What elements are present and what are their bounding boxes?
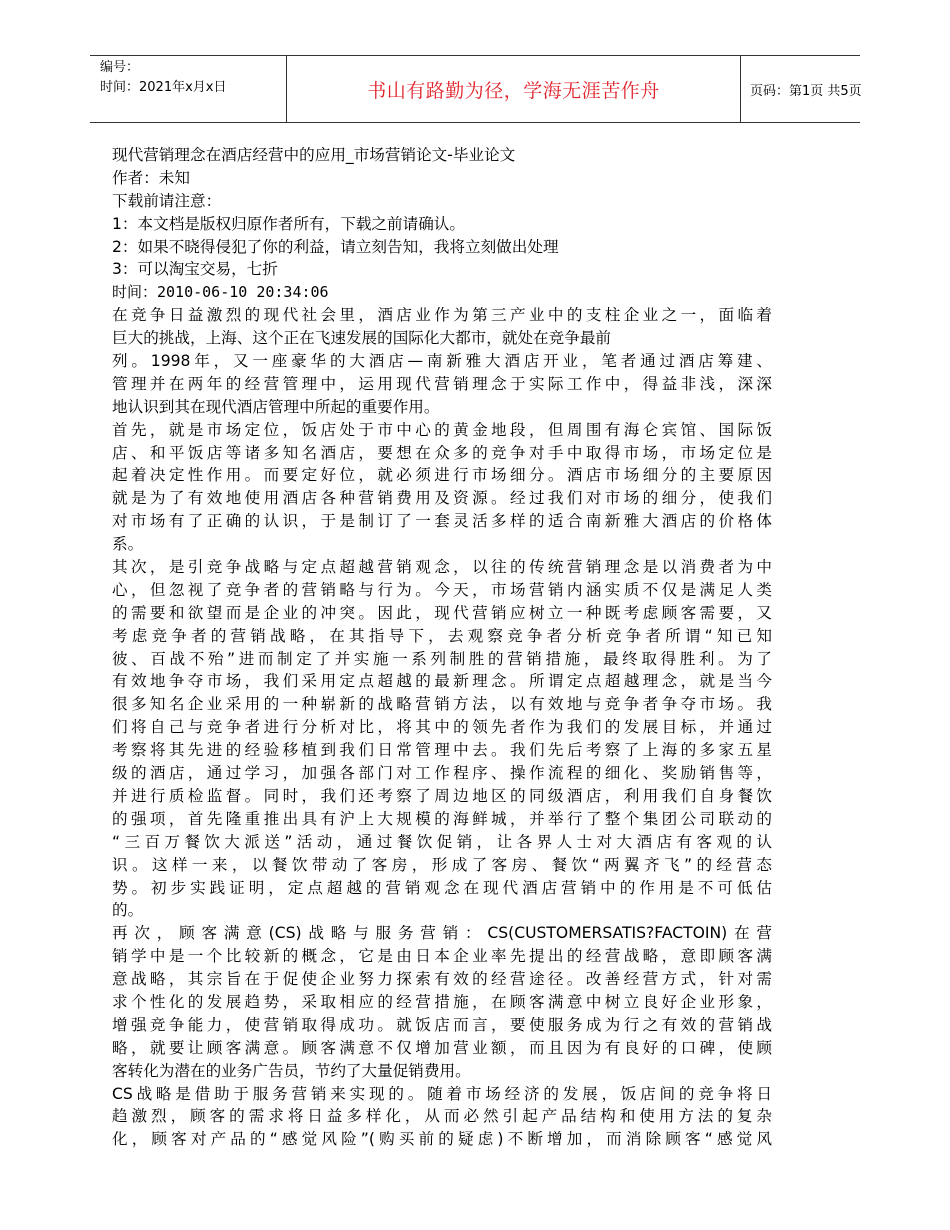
body-text-line: 现代营销理念在酒店经营中的应用_市场营销论文-毕业论文 — [112, 146, 516, 164]
body-text-line: CS战略是借助于服务营销来实现的。随着市场经济的发展，饭店间的竞争将日 — [112, 1084, 772, 1103]
body-text-line: 们将自己与竞争者进行分析对比，将其中的领先者作为我们的发展目标，并通过 — [112, 718, 772, 737]
body-text-line: 巨大的挑战，上海、这个正在飞速发展的国际化大都市，就处在竞争最前 — [112, 329, 612, 348]
body-text-line: 在竞争日益激烈的现代社会里，酒店业作为第三产业中的支柱企业之一，面临着 — [112, 306, 772, 325]
body-text-line: 意战略，其宗旨在于促使企业努力探索有效的经营途径。改善经营方式，针对需 — [112, 970, 772, 989]
document-time-label: 时间：2021年x月x日 — [100, 80, 227, 95]
body-text-line: 势。初步实践证明，定点超越的营销观念在现代酒店营销中的作用是不可低估 — [112, 878, 772, 897]
header-page-cell — [740, 56, 860, 122]
body-text-line: 1：本文档是版权归原作者所有，下载之前请确认。 — [112, 214, 465, 233]
body-text-line: 求个性化的发展趋势，采取相应的经营措施，在顾客满意中树立良好企业形象， — [112, 992, 772, 1011]
body-text-line: 略，就要让顾客满意。顾客满意不仅增加营业额，而且因为有良好的口碑，使顾 — [112, 1038, 772, 1057]
body-text-line: 销学中是一个比较新的概念，它是由日本企业率先提出的经营战略，意即顾客满 — [112, 947, 772, 966]
header-motto: 书山有路勤为径，学海无涯苦作舟 — [367, 79, 660, 102]
body-text-line: 起着决定性作用。而要定好位，就必须进行市场细分。酒店市场细分的主要原因 — [112, 466, 772, 485]
body-text-line: 有效地争夺市场，我们采用定点超越的最新理念。所谓定点超越理念，就是当今 — [112, 672, 772, 691]
body-text-line: 首先，就是市场定位，饭店处于市中心的黄金地段，但周围有海仑宾馆、国际饭 — [112, 420, 772, 439]
page-number-label: 页码：第1页 共5页 — [750, 83, 862, 99]
body-text-line: 再次，顾客满意(CS)战略与服务营销：CS(CUSTOMERSATIS?FACTOIN)在营 — [112, 924, 772, 943]
body-text-line: 级的酒店，通过学习，加强各部门对工作程序、操作流程的细化、奖励销售等， — [112, 764, 772, 783]
body-text-line: 3：可以淘宝交易，七折 — [112, 260, 278, 279]
body-text-line: 识。这样一来，以餐饮带动了客房，形成了客房、餐饮“两翼齐飞”的经营态 — [112, 855, 772, 874]
header-motto-cell — [286, 56, 741, 122]
body-text-line: 其次，是引竞争战略与定点超越营销观念，以往的传统营销理念是以消费者为中 — [112, 558, 772, 577]
body-text-line: 心，但忽视了竞争者的营销略与行为。今天，市场营销内涵实质不仅是满足人类 — [112, 580, 772, 599]
document-body — [112, 144, 772, 1151]
body-text-line: “三百万餐饮大派送”活动，通过餐饮促销，让各界人士对大酒店有客观的认 — [112, 832, 772, 851]
page-header — [90, 55, 860, 123]
body-text-line: 的。 — [112, 901, 144, 920]
body-text-line: 彼、百战不殆”进而制定了并实施一系列制胜的营销措施，最终取得胜利。为了 — [112, 649, 772, 668]
document-number-label: 编号： — [100, 60, 140, 75]
body-text-line: 考虑竞争者的营销战略，在其指导下，去观察竞争者分析竞争者所谓“知已知 — [112, 626, 772, 645]
body-text-line: 地认识到其在现代酒店管理中所起的重要作用。 — [112, 397, 440, 416]
body-text-line: 系。 — [112, 535, 144, 554]
body-text-line: 增强竞争能力，使营销取得成功。就饭店而言，要使服务成为行之有效的营销战 — [112, 1015, 772, 1034]
body-text-line: 趋激烈，顾客的需求将日益多样化，从而必然引起产品结构和使用方法的复杂 — [112, 1107, 772, 1126]
body-text-line: 的强项，首先隆重推出具有沪上大规模的海鲜城，并举行了整个集团公司联动的 — [112, 809, 772, 828]
body-text-line: 店、和平饭店等诸多知名酒店，要想在众多的竞争对手中取得市场，市场定位是 — [112, 443, 772, 462]
body-text-line: 很多知名企业采用的一种崭新的战略营销方法，以有效地与竞争者争夺市场。我 — [112, 695, 772, 714]
body-text-line: 下载前请注意： — [112, 191, 222, 210]
body-text-line: 的需要和欲望而是企业的冲突。因此，现代营销应树立一种既考虑顾客需要，又 — [112, 603, 772, 622]
body-text-line: 化，顾客对产品的“感觉风险”(购买前的疑虑)不断增加，而消除顾客“感觉风 — [112, 1130, 772, 1149]
body-text-line: 时间：2010-06-10 20:34:06 — [112, 283, 329, 302]
body-text-line: 并进行质检监督。同时，我们还考察了周边地区的同级酒店，利用我们自身餐饮 — [112, 786, 772, 805]
body-text-line: 作者：未知 — [112, 168, 190, 187]
body-text-line: 就是为了有效地使用酒店各种营销费用及资源。经过我们对市场的细分，使我们 — [112, 489, 772, 508]
body-text-line: 2：如果不晓得侵犯了你的利益，请立刻告知，我将立刻做出处理 — [112, 237, 559, 256]
body-text-line: 客转化为潜在的业务广告员，节约了大量促销费用。 — [112, 1061, 471, 1080]
body-text-line: 管理并在两年的经营管理中，运用现代营销理念于实际工作中，得益非浅，深深 — [112, 374, 772, 393]
body-text-line: 列。1998年，又一座豪华的大酒店—南新雅大酒店开业，笔者通过酒店筹建、 — [112, 352, 772, 371]
body-text-line: 考察将其先进的经验移植到我们日常管理中去。我们先后考察了上海的多家五星 — [112, 741, 772, 760]
header-meta-cell — [90, 56, 286, 122]
body-text-line: 对市场有了正确的认识，于是制订了一套灵活多样的适合南新雅大酒店的价格体 — [112, 512, 772, 531]
